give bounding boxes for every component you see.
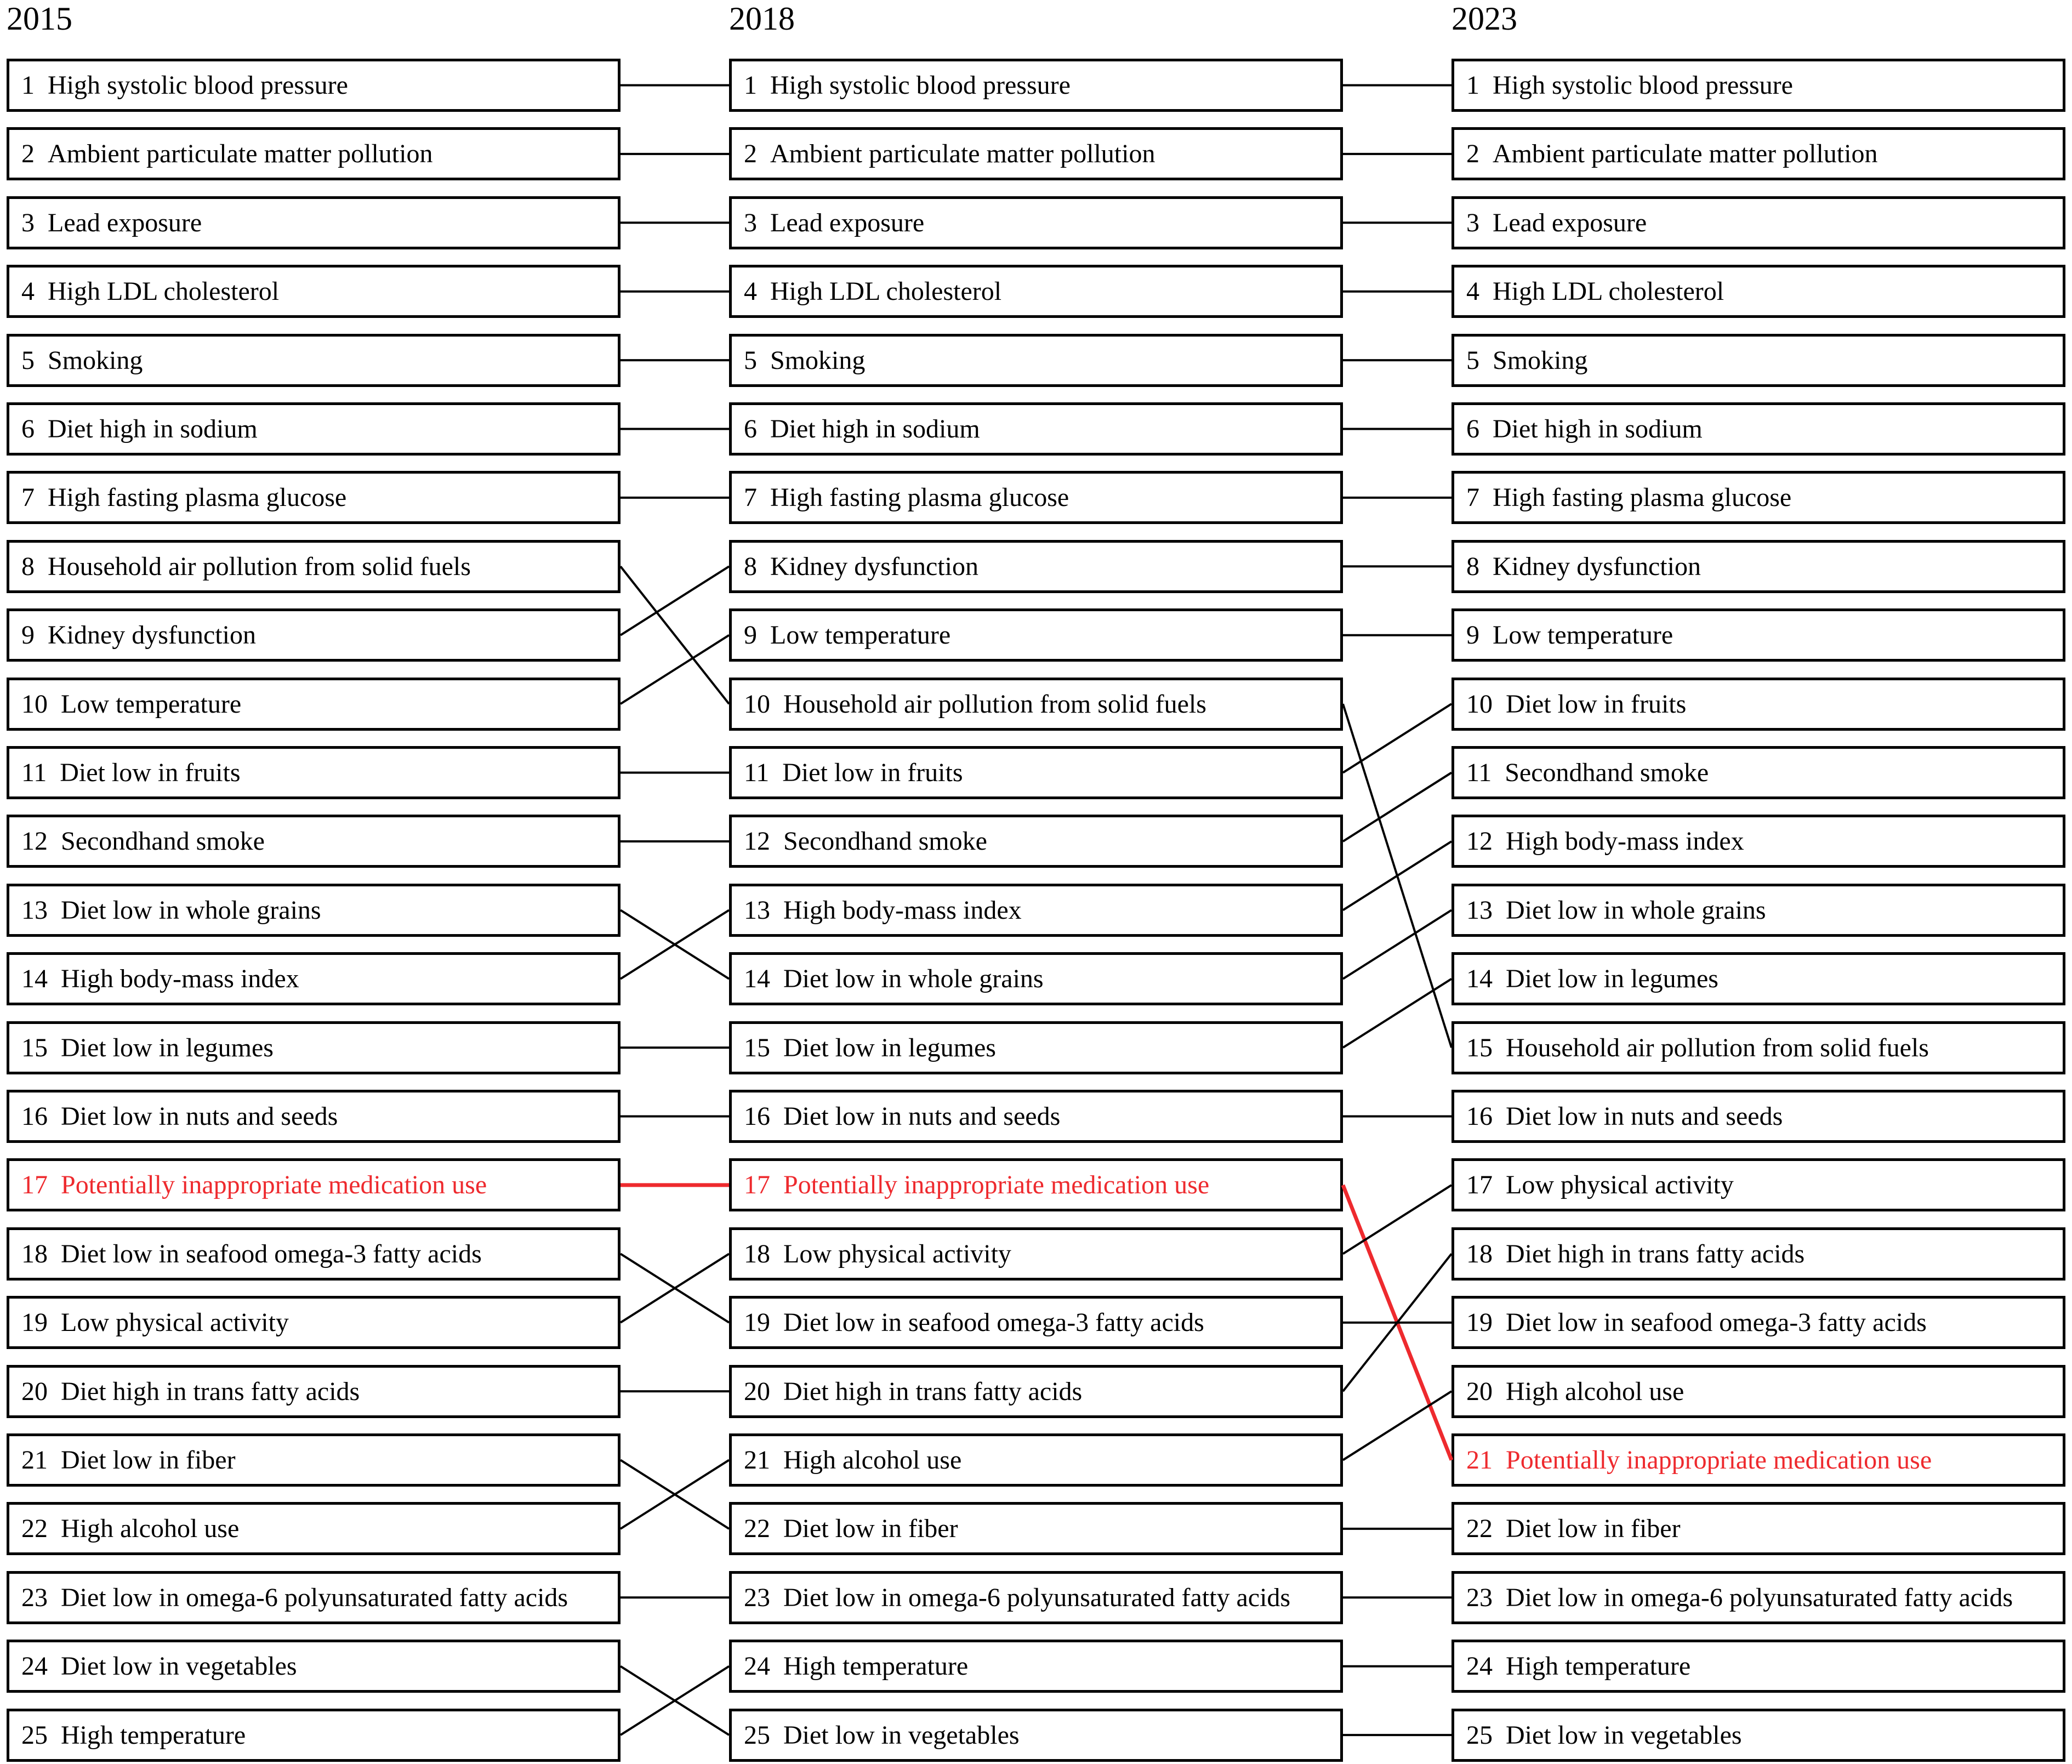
rank-number: 16 — [1466, 1102, 1493, 1131]
year-heading-2015: 2015 — [7, 1, 72, 37]
rank-number: 8 — [744, 551, 757, 581]
risk-factor-label: Potentially inappropriate medication use — [783, 1170, 1210, 1200]
rank-number: 8 — [21, 551, 35, 581]
rank-number: 3 — [1466, 208, 1479, 237]
rank-number: 18 — [21, 1239, 48, 1268]
rank-number: 21 — [1466, 1446, 1493, 1475]
rank-number: 18 — [1466, 1239, 1493, 1268]
risk-factor-label: High LDL cholesterol — [48, 277, 280, 306]
risk-factor-label: Low temperature — [770, 621, 951, 650]
risk-factor-label: Diet high in trans fatty acids — [1506, 1239, 1805, 1268]
rank-number: 6 — [744, 414, 757, 443]
risk-factor-label: High temperature — [783, 1652, 969, 1681]
risk-factor-label: Diet low in nuts and seeds — [1506, 1102, 1783, 1131]
rank-number: 22 — [1466, 1514, 1493, 1544]
risk-factor-label: Diet high in sodium — [48, 414, 258, 443]
risk-factor-label: Ambient particulate matter pollution — [48, 139, 433, 169]
risk-factor-label: High fasting plasma glucose — [1493, 483, 1792, 513]
rank-number: 3 — [744, 208, 757, 237]
year-heading-2018: 2018 — [729, 1, 795, 37]
risk-factor-label: High temperature — [61, 1720, 246, 1750]
risk-factor-label: Diet low in vegetables — [61, 1652, 297, 1681]
rank-number: 15 — [21, 1033, 48, 1062]
rank-number: 9 — [1466, 621, 1479, 650]
rank-number: 12 — [1466, 827, 1493, 856]
rank-number: 20 — [21, 1376, 48, 1406]
risk-factor-label: High systolic blood pressure — [770, 71, 1071, 100]
risk-factor-label: Low physical activity — [783, 1239, 1011, 1268]
rank-number: 1 — [744, 71, 757, 100]
rank-number: 7 — [21, 483, 35, 513]
rank-number: 4 — [21, 277, 35, 306]
risk-factor-label: Low temperature — [61, 689, 242, 719]
risk-factor-label: High body-mass index — [61, 964, 299, 994]
rank-number: 14 — [21, 964, 48, 994]
rank-number: 21 — [21, 1446, 48, 1475]
rank-number: 23 — [21, 1583, 48, 1612]
connector-2015-2018-8-to-10 — [621, 566, 729, 704]
risk-factor-label: Kidney dysfunction — [770, 551, 978, 581]
risk-factor-label: Diet low in vegetables — [783, 1720, 1020, 1750]
risk-factor-label: Diet low in whole grains — [783, 964, 1044, 994]
rank-number: 17 — [744, 1170, 770, 1200]
rank-number: 7 — [1466, 483, 1479, 513]
risk-factor-label: Low physical activity — [1506, 1170, 1734, 1200]
rank-number: 16 — [21, 1102, 48, 1131]
risk-factor-label: Low temperature — [1493, 621, 1673, 650]
risk-factor-label: Kidney dysfunction — [48, 621, 256, 650]
risk-factor-label: Secondhand smoke — [61, 827, 265, 856]
rank-number: 25 — [21, 1720, 48, 1750]
risk-factor-label: High temperature — [1506, 1652, 1691, 1681]
rank-number: 1 — [1466, 71, 1479, 100]
risk-factor-label: High systolic blood pressure — [48, 71, 348, 100]
risk-factor-label: Low physical activity — [61, 1308, 289, 1338]
rank-number: 18 — [744, 1239, 770, 1268]
connector-2018-2023-14-to-13 — [1343, 910, 1451, 978]
rank-number: 24 — [21, 1652, 48, 1681]
connector-2018-2023-11-to-10 — [1343, 704, 1451, 772]
risk-factor-label: High alcohol use — [1506, 1376, 1684, 1406]
rank-number: 22 — [744, 1514, 770, 1544]
risk-factor-label: Household air pollution from solid fuels — [1506, 1033, 1929, 1062]
rank-number: 9 — [744, 621, 757, 650]
rank-number: 5 — [1466, 345, 1479, 375]
risk-factor-label: Diet low in fruits — [1506, 689, 1687, 719]
connector-2018-2023-13-to-12 — [1343, 841, 1451, 910]
rank-number: 13 — [744, 895, 770, 925]
rank-number: 2 — [21, 139, 35, 169]
connector-2015-2018-9-to-8 — [621, 566, 729, 635]
rank-number: 24 — [1466, 1652, 1493, 1681]
rank-number: 11 — [1466, 758, 1492, 787]
rank-number: 23 — [744, 1583, 770, 1612]
risk-factor-label: Diet low in whole grains — [61, 895, 321, 925]
rank-number: 21 — [744, 1446, 770, 1475]
rank-number: 10 — [744, 689, 770, 719]
rank-number: 6 — [21, 414, 35, 443]
rank-number: 5 — [21, 345, 35, 375]
risk-factor-label: Diet low in fruits — [60, 758, 241, 787]
rank-number: 16 — [744, 1102, 770, 1131]
risk-factor-label: Diet high in sodium — [1493, 414, 1703, 443]
risk-factor-label: Smoking — [770, 345, 866, 375]
connector-2015-2018-10-to-9 — [621, 635, 729, 704]
risk-factor-label: Lead exposure — [1493, 208, 1647, 237]
risk-factor-label: High body-mass index — [783, 895, 1022, 925]
rank-number: 19 — [744, 1308, 770, 1338]
rank-number: 25 — [1466, 1720, 1493, 1750]
rank-number: 9 — [21, 621, 35, 650]
risk-factor-label: Diet low in fiber — [61, 1446, 236, 1475]
rank-number: 15 — [744, 1033, 770, 1062]
risk-factor-label: High alcohol use — [783, 1446, 962, 1475]
risk-factor-label: Diet low in seafood omega-3 fatty acids — [61, 1239, 482, 1268]
risk-factor-label: Lead exposure — [770, 208, 925, 237]
risk-factor-label: High fasting plasma glucose — [770, 483, 1069, 513]
rank-number: 5 — [744, 345, 757, 375]
rank-number: 23 — [1466, 1583, 1493, 1612]
risk-factor-label: Potentially inappropriate medication use — [1506, 1446, 1932, 1475]
rank-number: 17 — [21, 1170, 48, 1200]
risk-factor-label: Diet low in fiber — [1506, 1514, 1681, 1544]
risk-factor-label: High body-mass index — [1506, 827, 1744, 856]
risk-factor-label: Diet high in trans fatty acids — [61, 1376, 360, 1406]
connector-2018-2023-18-to-17 — [1343, 1185, 1451, 1254]
risk-factor-label: Kidney dysfunction — [1493, 551, 1701, 581]
rank-number: 4 — [744, 277, 757, 306]
risk-factor-label: Diet low in nuts and seeds — [61, 1102, 338, 1131]
rank-number: 13 — [1466, 895, 1493, 925]
risk-factor-label: High LDL cholesterol — [770, 277, 1002, 306]
rank-number: 19 — [1466, 1308, 1493, 1338]
risk-factor-label: Diet low in fiber — [783, 1514, 958, 1544]
rank-number: 20 — [1466, 1376, 1493, 1406]
risk-factor-label: Diet high in trans fatty acids — [783, 1376, 1083, 1406]
risk-factor-label: Diet low in seafood omega-3 fatty acids — [1506, 1308, 1927, 1338]
risk-factor-label: Diet low in omega-6 polyunsaturated fatty acids — [61, 1583, 568, 1612]
rank-number: 6 — [1466, 414, 1479, 443]
year-heading-2023: 2023 — [1451, 1, 1517, 37]
risk-factor-label: High LDL cholesterol — [1493, 277, 1724, 306]
rank-number: 2 — [744, 139, 757, 169]
rank-number: 14 — [744, 964, 770, 994]
connector-2018-2023-15-to-14 — [1343, 979, 1451, 1048]
risk-factor-label: Household air pollution from solid fuels — [783, 689, 1206, 719]
rank-number: 22 — [21, 1514, 48, 1544]
rank-number: 15 — [1466, 1033, 1493, 1062]
rank-number: 11 — [744, 758, 770, 787]
rank-number: 1 — [21, 71, 35, 100]
risk-factor-label: Diet low in nuts and seeds — [783, 1102, 1061, 1131]
risk-factor-label: Diet low in legumes — [61, 1033, 274, 1062]
rank-number: 7 — [744, 483, 757, 513]
risk-factor-label: Ambient particulate matter pollution — [770, 139, 1155, 169]
risk-factor-label: Diet low in whole grains — [1506, 895, 1766, 925]
rank-number: 17 — [1466, 1170, 1493, 1200]
rank-number: 12 — [21, 827, 48, 856]
rank-number: 2 — [1466, 139, 1479, 169]
rank-number: 13 — [21, 895, 48, 925]
rank-number: 14 — [1466, 964, 1493, 994]
risk-factor-label: Diet low in seafood omega-3 fatty acids — [783, 1308, 1204, 1338]
risk-factor-label: Diet low in vegetables — [1506, 1720, 1742, 1750]
risk-factor-label: Potentially inappropriate medication use — [61, 1170, 487, 1200]
rank-number: 19 — [21, 1308, 48, 1338]
risk-factor-label: Secondhand smoke — [1505, 758, 1709, 787]
connector-2018-2023-12-to-11 — [1343, 773, 1451, 841]
risk-factor-label: Ambient particulate matter pollution — [1493, 139, 1878, 169]
risk-factor-label: Household air pollution from solid fuels — [48, 551, 471, 581]
risk-factor-label: Secondhand smoke — [783, 827, 987, 856]
risk-factor-label: High alcohol use — [61, 1514, 240, 1544]
risk-factor-label: Diet low in omega-6 polyunsaturated fatty acids — [783, 1583, 1291, 1612]
risk-factor-label: Smoking — [48, 345, 143, 375]
risk-factor-label: Diet low in legumes — [1506, 964, 1718, 994]
connector-2018-2023-21-to-20 — [1343, 1391, 1451, 1460]
risk-factor-label: Diet low in omega-6 polyunsaturated fatty acids — [1506, 1583, 2013, 1612]
rank-number: 20 — [744, 1376, 770, 1406]
rank-number: 24 — [744, 1652, 770, 1681]
risk-factor-label: Diet low in legumes — [783, 1033, 996, 1062]
rank-number: 12 — [744, 827, 770, 856]
risk-factor-label: Diet low in fruits — [782, 758, 963, 787]
rank-number: 10 — [1466, 689, 1493, 719]
risk-factor-label: High fasting plasma glucose — [48, 483, 347, 513]
rank-number: 8 — [1466, 551, 1479, 581]
risk-factor-label: Diet high in sodium — [770, 414, 980, 443]
rank-number: 3 — [21, 208, 35, 237]
rank-number: 11 — [21, 758, 47, 787]
risk-factor-label: High systolic blood pressure — [1493, 71, 1793, 100]
risk-factor-label: Smoking — [1493, 345, 1588, 375]
rank-number: 10 — [21, 689, 48, 719]
rank-number: 4 — [1466, 277, 1479, 306]
risk-factor-label: Lead exposure — [48, 208, 202, 237]
rank-number: 25 — [744, 1720, 770, 1750]
